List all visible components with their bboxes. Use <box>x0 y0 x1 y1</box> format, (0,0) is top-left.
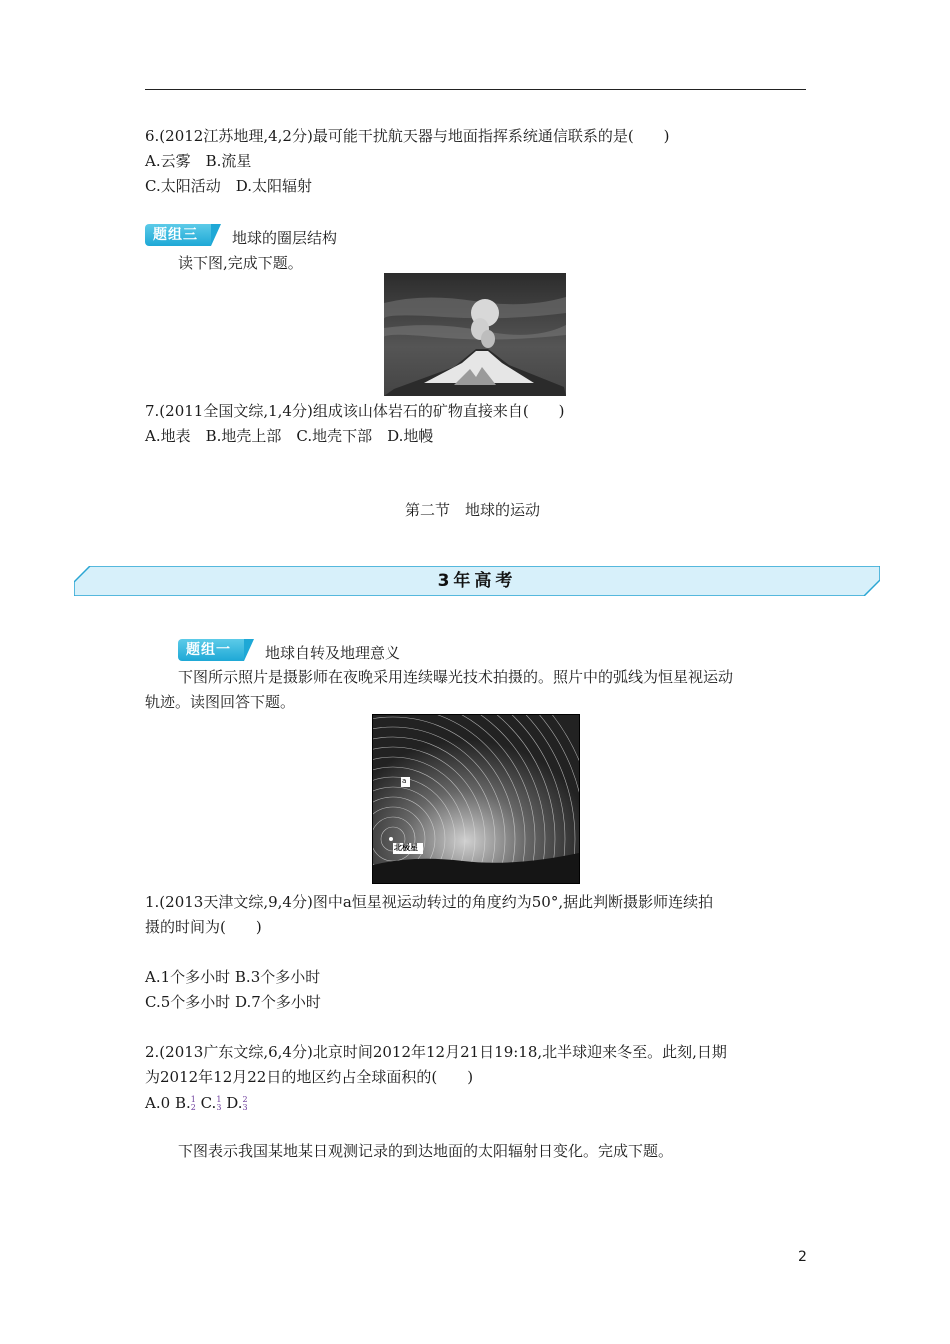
q7-options: A.地表 B.地壳上部 C.地壳下部 D.地幔 <box>145 427 434 445</box>
q2-option-d-num: 2 <box>242 1095 248 1104</box>
q2-option-c: C. <box>200 1094 217 1112</box>
q6-stem: 6.(2012江苏地理,4,2分)最可能干扰航天器与地面指挥系统通信联系的是( ) <box>145 127 670 145</box>
group3-intro: 读下图,完成下题。 <box>178 254 303 272</box>
q2-option-c-num: 1 <box>216 1095 222 1104</box>
group1-intro-2: 轨迹。读图回答下题。 <box>145 693 296 711</box>
banner-text: 3年高考 <box>437 571 517 591</box>
q1-options-2: C.5个多小时 D.7个多小时 <box>145 993 321 1011</box>
q2-option-d-den: 3 <box>242 1103 248 1112</box>
q2-option-a: A.0 <box>145 1094 171 1112</box>
group1-intro-1: 下图所示照片是摄影师在夜晚采用连续曝光技术拍摄的。照片中的弧线为恒星视运动 <box>178 668 734 686</box>
q6-options-1: A.云雾 B.流星 <box>145 152 252 170</box>
q2-option-b-den: 2 <box>190 1103 196 1112</box>
three-year-banner <box>74 566 880 596</box>
q2-stem-1: 2.(2013广东文综,6,4分)北京时间2012年12月21日19:18,北半球迎来冬至。此刻,日期 <box>145 1043 727 1061</box>
page-number: 2 <box>798 1249 807 1265</box>
group1-title: 地球自转及地理意义 <box>265 644 401 662</box>
q2-option-c-fraction <box>216 1096 221 1112</box>
q7-stem: 7.(2011全国文综,1,4分)组成该山体岩石的矿物直接来自( ) <box>145 402 565 420</box>
q1-stem-1: 1.(2013天津文综,9,4分)图中a恒星视运动转过的角度约为50°,据此判断摄影师连续拍 <box>145 893 714 911</box>
q6-options-2: C.太阳活动 D.太阳辐射 <box>145 177 312 195</box>
group3-title: 地球的圈层结构 <box>232 229 338 247</box>
section-title: 第二节 地球的运动 <box>405 501 541 519</box>
q2-options <box>145 1096 248 1112</box>
q2-option-b: B. <box>174 1094 191 1112</box>
q2-option-b-num: 1 <box>190 1095 196 1104</box>
header-rule <box>145 89 806 90</box>
label-polaris: 北极星 <box>394 843 418 852</box>
q2-option-d-fraction <box>242 1096 247 1112</box>
q2-option-c-den: 3 <box>216 1103 222 1112</box>
next-intro: 下图表示我国某地某日观测记录的到达地面的太阳辐射日变化。完成下题。 <box>178 1142 674 1160</box>
q2-option-b-fraction <box>191 1096 196 1112</box>
star-trail-photo <box>372 714 580 884</box>
q2-stem-2: 为2012年12月22日的地区约占全球面积的( ) <box>145 1068 474 1086</box>
q1-stem-2: 摄的时间为( ) <box>145 918 262 936</box>
volcano-photo <box>384 273 566 396</box>
q1-options-1: A.1个多小时 B.3个多小时 <box>145 968 321 986</box>
group1-tag: 题组一 <box>178 639 244 661</box>
group3-tag: 题组三 <box>145 224 211 246</box>
q2-option-d: D. <box>226 1094 243 1112</box>
label-a: a <box>402 777 407 785</box>
